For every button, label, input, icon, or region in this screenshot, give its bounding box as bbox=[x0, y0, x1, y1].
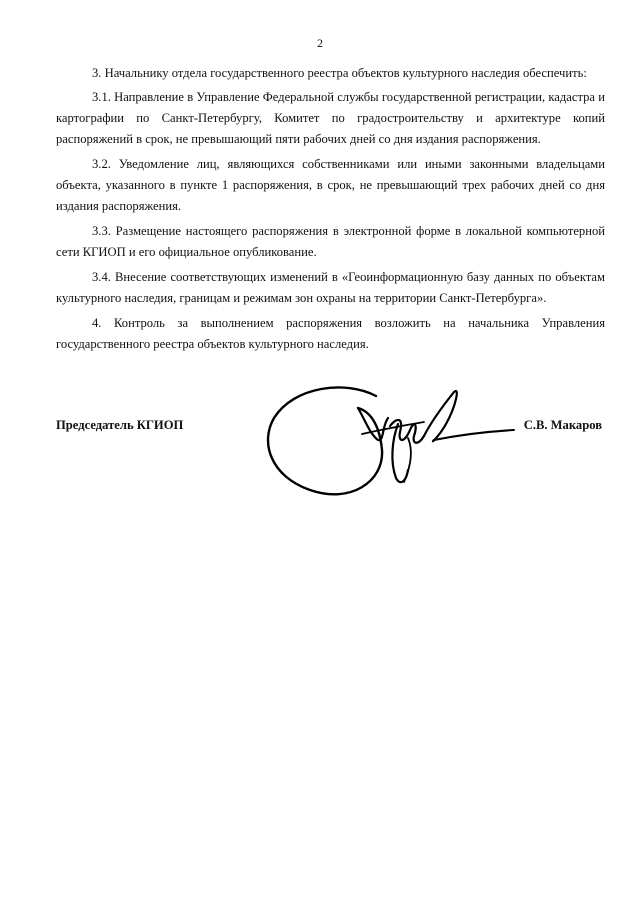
signatory-name: С.В. Макаров bbox=[523, 418, 602, 432]
paragraph-3-4: 3.4. Внесение соответствующих изменений в «Геоинформационную базу данных по объектам культурного наследия, границам и режимам зон охраны на территории Санкт-Петербурга». bbox=[56, 270, 605, 305]
paragraph-3-1: 3.1. Направление в Управление Федеральной службы государственной регистрации, кадастра и картографии по Санкт-Петербургу, Комитет по градостроительству и архитектуре копий распоряжений в срок, не превышающий пяти рабочих дней со дня издания распоряжения. bbox=[56, 90, 605, 146]
document-body bbox=[56, 63, 605, 359]
paragraph-4: 4. Контроль за выполнением распоряжения возложить на начальника Управления государственного реестра объектов культурного наследия. bbox=[56, 316, 605, 351]
paragraph-3-2: 3.2. Уведомление лиц, являющихся собственниками или иными законными владельцами объекта, указанного в пункте 1 распоряжения, в срок, не превышающий трех рабочих дней со дня издания распоряжения. bbox=[56, 157, 605, 213]
handwritten-signature bbox=[258, 378, 520, 508]
paragraph-3: 3. Начальнику отдела государственного реестра объектов культурного наследия обеспечить: bbox=[92, 66, 587, 80]
paragraph-3-3: 3.3. Размещение настоящего распоряжения в электронной форме в локальной компьютерной сети КГИОП и его официальное опубликование. bbox=[56, 224, 605, 259]
page-number: 2 bbox=[317, 36, 323, 50]
signatory-position: Председатель КГИОП bbox=[56, 418, 184, 432]
